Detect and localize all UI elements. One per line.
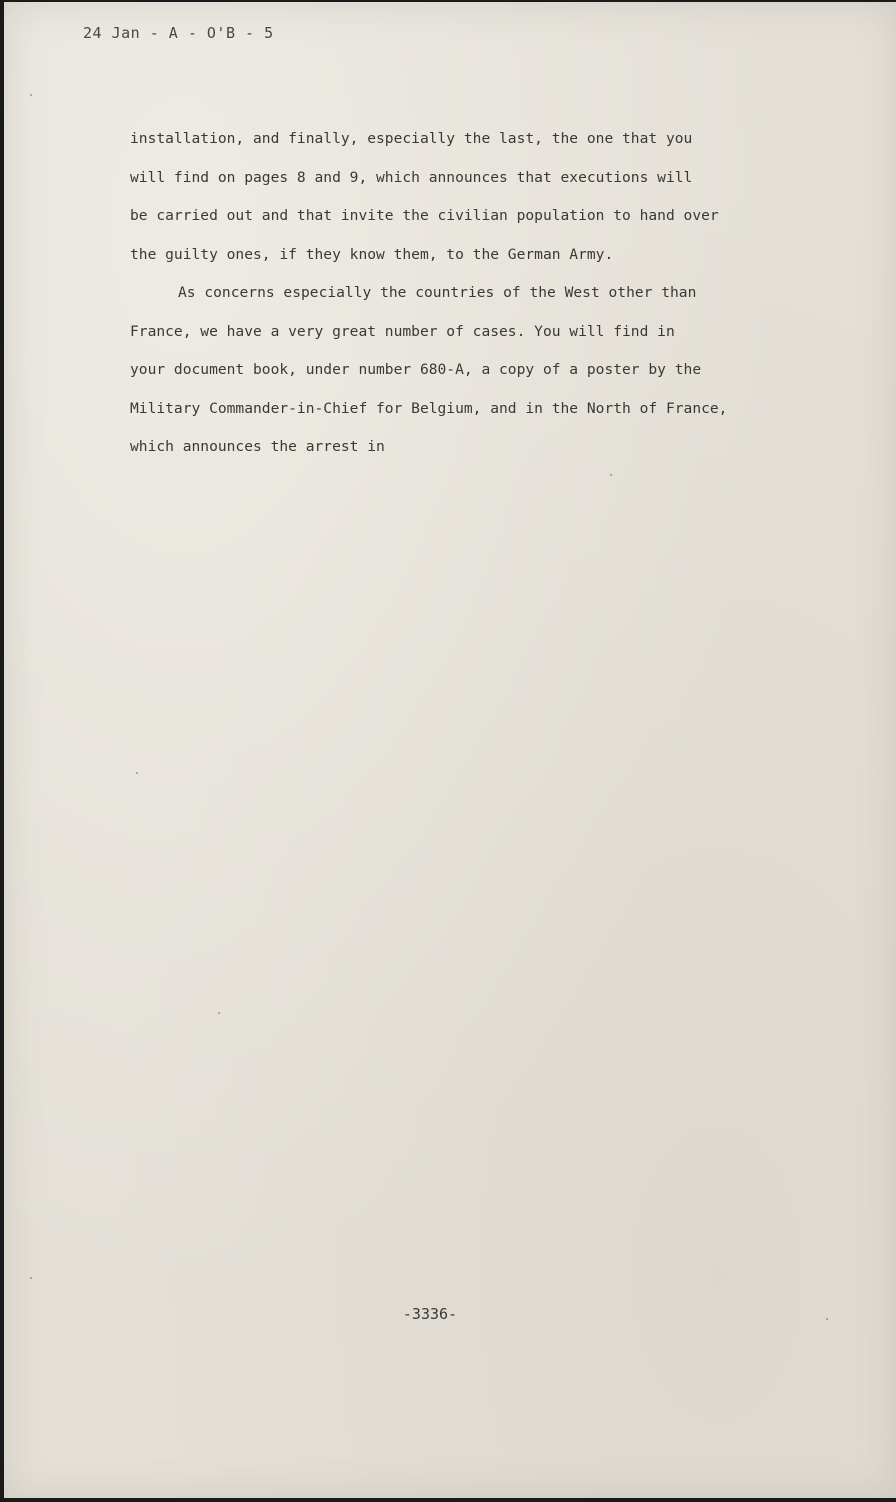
body-line: which announces the arrest in <box>130 438 385 455</box>
page-header-reference: 24 Jan - A - O'B - 5 <box>83 24 274 42</box>
paper-speck <box>30 94 32 96</box>
body-line: will find on pages 8 and 9, which announces that executions will <box>130 168 693 186</box>
body-line: installation, and finally, especially the last, the one that you <box>130 130 693 147</box>
body-line: the guilty ones, if they know them, to the German Army. <box>130 245 614 263</box>
body-line: your document book, under number 680-A, a copy of a poster by the <box>130 361 702 378</box>
paper-speck <box>136 772 138 774</box>
transcript-body <box>130 120 810 467</box>
body-line: France, we have a very great number of cases. You will find in <box>130 322 675 340</box>
document-page <box>4 2 896 1498</box>
paper-speck <box>826 1318 828 1320</box>
body-line: Military Commander-in-Chief for Belgium, and in the North of France, <box>130 399 728 417</box>
body-line-paragraph-start: As concerns especially the countries of the West other than <box>178 284 697 301</box>
body-line: be carried out and that invite the civilian population to hand over <box>130 207 719 224</box>
paper-speck <box>218 1012 220 1014</box>
page-number: -3336- <box>402 1305 458 1323</box>
paper-speck <box>610 474 612 476</box>
paper-speck <box>30 1277 32 1279</box>
